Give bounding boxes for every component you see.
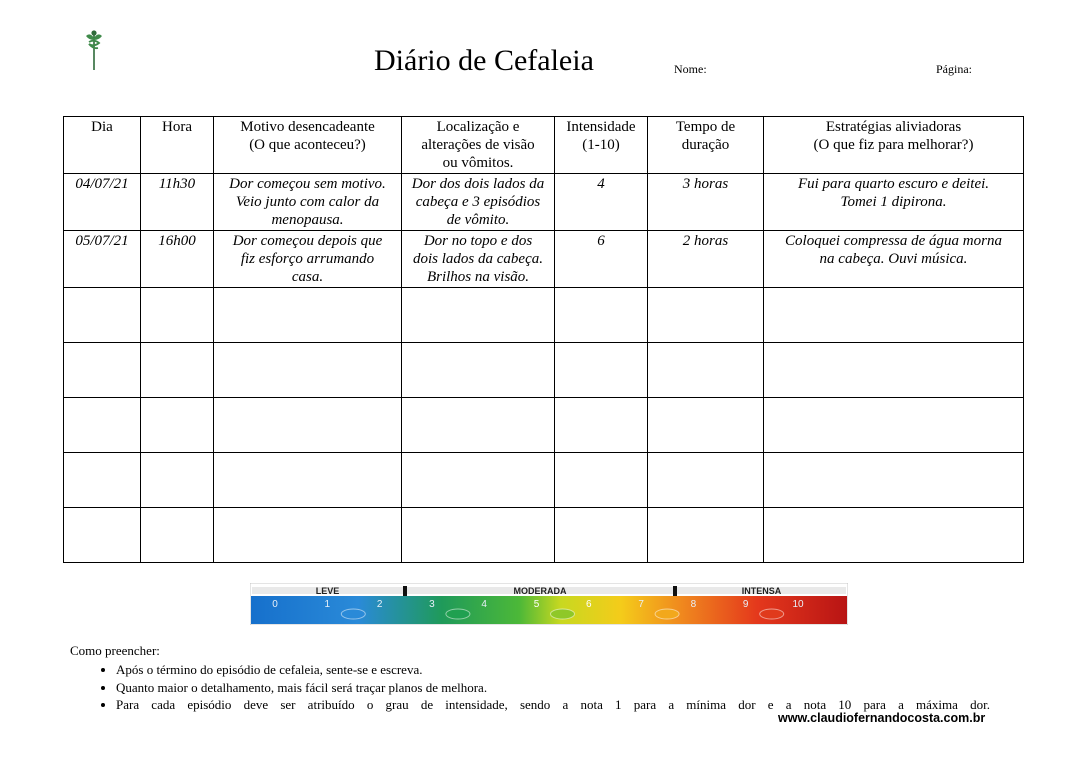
scale-section-label: INTENSA	[741, 586, 782, 596]
empty-table-cell[interactable]	[555, 288, 648, 343]
scale-number: 6	[586, 599, 592, 610]
scale-number: 5	[533, 599, 540, 610]
scale-section-label: LEVE	[315, 586, 340, 596]
column-header: Estratégias aliviadoras (O que fiz para melhorar?)	[764, 117, 1024, 174]
scale-number: 9	[742, 599, 749, 610]
scale-face-icon	[760, 609, 784, 619]
empty-table-cell[interactable]	[141, 453, 214, 508]
column-header: Dia	[64, 117, 141, 174]
scale-number: 2	[376, 599, 383, 610]
table-cell: 04/07/21	[64, 174, 141, 231]
empty-table-cell[interactable]	[555, 453, 648, 508]
nome-label: Nome:	[674, 62, 707, 76]
table-cell: Dor no topo e dos dois lados da cabeça. Brilhos na visão.	[402, 231, 555, 288]
table-cell: 16h00	[141, 231, 214, 288]
empty-table-cell[interactable]	[141, 398, 214, 453]
empty-table-cell[interactable]	[214, 398, 402, 453]
empty-table-cell[interactable]	[402, 453, 555, 508]
empty-table-row	[64, 398, 1024, 453]
column-header: Hora	[141, 117, 214, 174]
instruction-item: • Após o término do episódio de cefaleia, sente-se e escreva.	[116, 661, 990, 679]
scale-number: 8	[690, 599, 697, 610]
scale-number: 7	[638, 599, 644, 610]
scale-divider	[403, 586, 407, 596]
instruction-item: • Para cada episódio deve ser atribuído o grau de intensidade, sendo a nota 1 para a mínima dor e a nota 10 para a máxima dor.	[116, 696, 990, 714]
empty-table-cell[interactable]	[214, 508, 402, 563]
empty-table-cell[interactable]	[764, 343, 1024, 398]
page-title: Diário de Cefaleia	[374, 44, 594, 77]
empty-table-row	[64, 343, 1024, 398]
table-cell: 05/07/21	[64, 231, 141, 288]
scale-number: 4	[481, 599, 487, 610]
empty-table-cell[interactable]	[141, 288, 214, 343]
empty-table-cell[interactable]	[214, 453, 402, 508]
scale-face-icon	[446, 609, 470, 619]
column-header: Intensidade (1-10)	[555, 117, 648, 174]
empty-table-cell[interactable]	[214, 343, 402, 398]
empty-table-cell[interactable]	[141, 508, 214, 563]
table-cell: 3 horas	[648, 174, 764, 231]
table-cell: 2 horas	[648, 231, 764, 288]
empty-table-cell[interactable]	[555, 398, 648, 453]
instructions	[70, 643, 990, 714]
empty-table-cell[interactable]	[402, 508, 555, 563]
table-cell: Coloquei compressa de água morna na cabeça. Ouvi música.	[764, 231, 1024, 288]
headache-diary-table	[63, 116, 1024, 563]
table-header-row	[64, 117, 1024, 174]
empty-table-cell[interactable]	[555, 508, 648, 563]
instruction-item: • Quanto maior o detalhamento, mais fácil será traçar planos de melhora.	[116, 679, 990, 697]
table-row	[64, 231, 1024, 288]
empty-table-cell[interactable]	[648, 288, 764, 343]
empty-table-cell[interactable]	[555, 343, 648, 398]
empty-table-row	[64, 453, 1024, 508]
empty-table-cell[interactable]	[648, 508, 764, 563]
empty-table-cell[interactable]	[648, 398, 764, 453]
empty-table-cell[interactable]	[764, 508, 1024, 563]
scale-number: 3	[429, 599, 435, 610]
scale-number: 10	[792, 599, 804, 610]
empty-table-cell[interactable]	[64, 343, 141, 398]
table-cell: Dor começou depois que fiz esforço arrumando casa.	[214, 231, 402, 288]
empty-table-cell[interactable]	[214, 288, 402, 343]
empty-table-cell[interactable]	[648, 453, 764, 508]
empty-table-cell[interactable]	[64, 398, 141, 453]
empty-table-row	[64, 508, 1024, 563]
table-cell: Fui para quarto escuro e deitei. Tomei 1 dipirona.	[764, 174, 1024, 231]
pagina-label: Página:	[936, 62, 972, 76]
scale-section-label: MODERADA	[513, 586, 567, 596]
scale-face-icon	[655, 609, 679, 619]
column-header: Motivo desencadeante (O que aconteceu?)	[214, 117, 402, 174]
instructions-heading: Como preencher:	[70, 643, 160, 658]
table-cell: 6	[555, 231, 648, 288]
empty-table-row	[64, 288, 1024, 343]
empty-table-cell[interactable]	[764, 398, 1024, 453]
empty-table-cell[interactable]	[402, 398, 555, 453]
empty-table-cell[interactable]	[402, 343, 555, 398]
table-cell: Dor dos dois lados da cabeça e 3 episódios de vômito.	[402, 174, 555, 231]
empty-table-cell[interactable]	[648, 343, 764, 398]
caduceus-logo	[80, 28, 108, 72]
table-row	[64, 174, 1024, 231]
empty-table-cell[interactable]	[64, 508, 141, 563]
scale-divider	[673, 586, 677, 596]
table-cell: Dor começou sem motivo. Veio junto com calor da menopausa.	[214, 174, 402, 231]
table-cell: 4	[555, 174, 648, 231]
column-header: Tempo de duração	[648, 117, 764, 174]
empty-table-cell[interactable]	[402, 288, 555, 343]
table-cell: 11h30	[141, 174, 214, 231]
scale-number: 0	[272, 599, 278, 610]
empty-table-cell[interactable]	[141, 343, 214, 398]
empty-table-cell[interactable]	[64, 288, 141, 343]
scale-number: 1	[324, 599, 331, 610]
empty-table-cell[interactable]	[764, 288, 1024, 343]
column-header: Localização e alterações de visão ou vômitos.	[402, 117, 555, 174]
empty-table-cell[interactable]	[64, 453, 141, 508]
scale-face-icon	[341, 609, 365, 619]
scale-face-icon	[551, 609, 575, 619]
instructions-list	[70, 661, 990, 714]
website-link[interactable]: www.claudiofernandocosta.com.br	[778, 711, 986, 725]
empty-table-cell[interactable]	[764, 453, 1024, 508]
pain-intensity-scale	[250, 583, 848, 625]
